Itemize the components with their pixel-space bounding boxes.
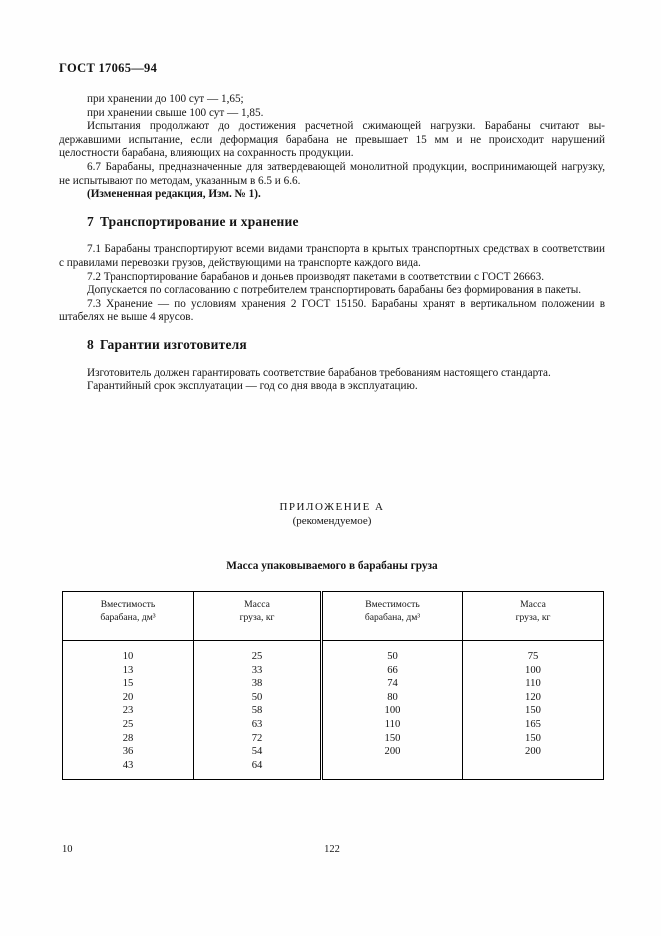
- cell: 72: [194, 732, 322, 746]
- footer-page-number-left: 10: [62, 844, 73, 855]
- cell: 10: [122, 651, 134, 662]
- appendix-header: [59, 501, 605, 528]
- appendix-table: [62, 591, 604, 780]
- cell: 38: [194, 677, 322, 691]
- cell: 75: [463, 641, 604, 664]
- cell: 63: [194, 718, 322, 732]
- table-title: Масса упаковываемого в барабаны груза: [226, 560, 438, 572]
- main-text: [59, 93, 605, 394]
- cell: 15: [122, 678, 134, 690]
- footer-page-number-center: 122: [324, 844, 340, 855]
- table-row: [63, 641, 604, 664]
- section-7-heading: [87, 215, 605, 229]
- paragraph-8-term: Гарантийный срок эксплуатации — год со дня ввода в эксплуатацию.: [87, 380, 418, 393]
- cell: 43: [122, 759, 134, 771]
- cell: 66: [322, 664, 463, 678]
- cell: 50: [322, 641, 463, 664]
- cell: 13: [122, 664, 134, 676]
- header-line: груза, кг: [239, 611, 275, 623]
- section-8-number: 8: [87, 336, 94, 352]
- header-line: Масса: [520, 599, 546, 610]
- column-header-mass-1: [194, 592, 322, 641]
- paragraph-7-2: 7.2 Транспортирование барабанов и доньев производят пакетами в соответствии с ГОСТ 26663.: [87, 270, 544, 283]
- cell: 200: [322, 745, 463, 759]
- section-7-title: Транспортирование и хранение: [99, 213, 299, 229]
- cell: 28: [122, 732, 134, 744]
- table-row: [63, 732, 604, 746]
- table-row: [63, 704, 604, 718]
- table-row: [63, 677, 604, 691]
- cell: 120: [463, 691, 604, 705]
- cell: 64: [194, 759, 322, 780]
- cell: 58: [194, 704, 322, 718]
- cell: 150: [322, 732, 463, 746]
- cell: 25: [194, 641, 322, 664]
- cell: 200: [463, 745, 604, 759]
- paragraph-test-procedure: Испытания продолжают до достижения расчетной сжимающей нагрузки. Барабаны считают выдержавшими испытание, если деформация барабана не превышает 15 мм и не происходит нарушений целостности барабана, влияющих на сохранность продукции.: [59, 120, 605, 160]
- paragraph-8-guarantee: Изготовитель должен гарантировать соответствие барабанов требованиям настоящего стандарта.: [87, 366, 551, 379]
- cell: 23: [122, 705, 134, 717]
- cell: 100: [322, 704, 463, 718]
- cell: 50: [194, 691, 322, 705]
- header-line: груза, кг: [515, 611, 551, 623]
- header-line: барабана, дм³: [100, 611, 156, 623]
- doc-number: ГОСТ 17065—94: [59, 61, 158, 75]
- table-row: [63, 718, 604, 732]
- section-8-title: Гарантии изготовителя: [99, 336, 247, 352]
- cell: 165: [463, 718, 604, 732]
- cell: 54: [194, 745, 322, 759]
- paragraph-7-1: 7.1 Барабаны транспортируют всеми видами транспорта в крытых транспортных средствах в соответствии с правилами перевозки грузов, действующими на транспорте каждого вида.: [59, 243, 605, 269]
- table-row: [63, 664, 604, 678]
- cell: [463, 759, 604, 780]
- header-line: Вместимость: [100, 599, 156, 610]
- header-line: Вместимость: [365, 599, 420, 610]
- cell: 33: [194, 664, 322, 678]
- table-row: [63, 745, 604, 759]
- appendix-label: ПРИЛОЖЕНИЕ А: [279, 501, 385, 513]
- section-7-number: 7: [87, 213, 94, 229]
- paragraph-7-3: 7.3 Хранение — по условиям хранения 2 ГОСТ 15150. Барабаны хранят в вертикальном положении в штабелях не выше 4 ярусов.: [59, 297, 605, 324]
- table-row: [63, 691, 604, 705]
- storage-coefficient-line-2: при хранении свыше 100 сут — 1,85.: [87, 106, 264, 119]
- cell: 150: [463, 704, 604, 718]
- paragraph-7-2-note: Допускается по согласованию с потребителем транспортировать барабаны без формирования в пакеты.: [87, 284, 582, 297]
- cell: 110: [322, 718, 463, 732]
- paragraph-amended-note: (Измененная редакция, Изм. № 1).: [87, 188, 261, 201]
- header-line: барабана, дм³: [364, 611, 421, 623]
- page-footer: [59, 844, 605, 855]
- cell: 36: [122, 746, 134, 758]
- header-line: Масса: [244, 599, 270, 610]
- cell: 74: [322, 677, 463, 691]
- cell: 20: [122, 691, 134, 703]
- column-header-mass-2: [463, 592, 604, 641]
- cell: 100: [463, 664, 604, 678]
- storage-coefficient-line-1: при хранении до 100 сут — 1,65;: [87, 93, 244, 105]
- section-8-heading: [87, 338, 605, 352]
- appendix-sublabel: (рекомендуемое): [292, 514, 372, 527]
- cell: 110: [463, 677, 604, 691]
- paragraph-6-7: 6.7 Барабаны, предназначенные для затвердевающей монолитной продукции, воспринимающей нагрузку, не испытывают по методам, указанным в 6.5 и 6.6.: [59, 160, 605, 187]
- cell: 150: [463, 732, 604, 746]
- column-header-capacity-1: [63, 592, 194, 641]
- column-header-capacity-2: [322, 592, 463, 641]
- cell: 25: [122, 718, 134, 730]
- table-row: [63, 759, 604, 780]
- cell: [322, 759, 463, 780]
- cell: 80: [322, 691, 463, 705]
- table-header-row: [63, 592, 604, 641]
